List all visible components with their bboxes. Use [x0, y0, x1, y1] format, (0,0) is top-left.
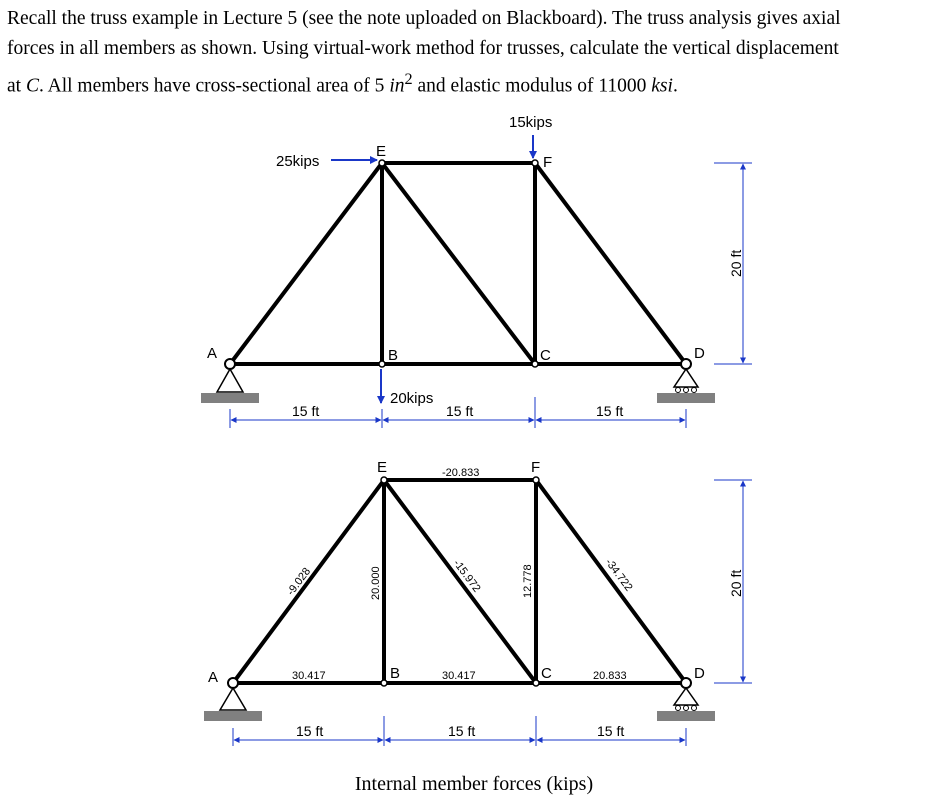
- figure-caption: Internal member forces (kips): [354, 773, 594, 795]
- member-FD-2: [536, 480, 686, 683]
- force-AB: 30.417: [292, 670, 326, 682]
- joint-E: [379, 160, 385, 166]
- force-AE: -9.028: [284, 565, 314, 598]
- load-label-15kips: 15kips: [509, 114, 553, 131]
- joint-B-2: [381, 680, 387, 686]
- joint-E-2: [381, 477, 387, 483]
- joint-c-ref: C: [25, 75, 39, 97]
- load-label-20kips: 20kips: [390, 390, 434, 407]
- label-joint-E-2: E: [377, 459, 388, 476]
- label-joint-F-2: F: [531, 459, 541, 476]
- modulus-unit: ksi: [651, 75, 673, 97]
- force-EF: -20.833: [442, 467, 480, 479]
- problem-line-1: Recall the truss example in Lecture 5 (see the note uploaded on Blackboard). The truss analysis gives axial: [7, 8, 841, 29]
- label-joint-D-2: D: [694, 665, 705, 682]
- force-CF: 12.778: [522, 564, 534, 598]
- member-FD: [535, 163, 686, 364]
- label-joint-E: E: [376, 143, 387, 160]
- dim-bottom-height: 20 ft: [728, 569, 744, 597]
- joint-C: [532, 361, 538, 367]
- label-joint-B: B: [388, 347, 399, 364]
- member-AE: [230, 163, 382, 364]
- load-15kips: [509, 114, 552, 158]
- label-joint-A-2: A: [208, 669, 219, 686]
- load-25kips: [276, 153, 377, 170]
- member-forces-diagram: [204, 459, 752, 746]
- label-joint-C: C: [540, 347, 551, 364]
- force-BE: 20.000: [370, 566, 382, 600]
- dim-top-span-2: 15 ft: [446, 403, 474, 419]
- dim-bottom-span-2: 15 ft: [448, 723, 476, 739]
- label-joint-C-2: C: [541, 665, 552, 682]
- load-label-25kips: 25kips: [276, 153, 320, 170]
- label-joint-A: A: [207, 345, 218, 362]
- label-joint-F: F: [543, 154, 553, 171]
- member-AE-2: [233, 480, 384, 683]
- dim-bottom-span-3: 15 ft: [597, 723, 625, 739]
- dim-top-span-3: 15 ft: [596, 403, 624, 419]
- member-EC: [382, 163, 535, 364]
- loaded-truss-diagram: [201, 114, 752, 428]
- member-EC-2: [384, 480, 536, 683]
- joint-F: [532, 160, 538, 166]
- area-unit: in: [389, 75, 405, 97]
- force-CD: 20.833: [593, 670, 627, 682]
- force-FD: -34.722: [602, 556, 635, 594]
- force-EC: -15.972: [450, 557, 483, 595]
- joint-F-2: [533, 477, 539, 483]
- joint-C-2: [533, 680, 539, 686]
- force-BC: 30.417: [442, 670, 476, 682]
- load-20kips: [381, 369, 433, 407]
- dim-top-height: 20 ft: [728, 249, 744, 277]
- joint-B: [379, 361, 385, 367]
- label-joint-D: D: [694, 345, 705, 362]
- problem-line-2: forces in all members as shown. Using virtual-work method for trusses, calculate the vertical displacement: [7, 38, 839, 59]
- top-members: [230, 163, 686, 364]
- problem-line-3: at C. All members have cross-sectional area of 5 $in^2$ and elastic modulus of 11000 ksi.: [7, 70, 678, 97]
- dim-bottom-span-1: 15 ft: [296, 723, 324, 739]
- label-joint-B-2: B: [390, 665, 401, 682]
- dim-top-span-1: 15 ft: [292, 403, 320, 419]
